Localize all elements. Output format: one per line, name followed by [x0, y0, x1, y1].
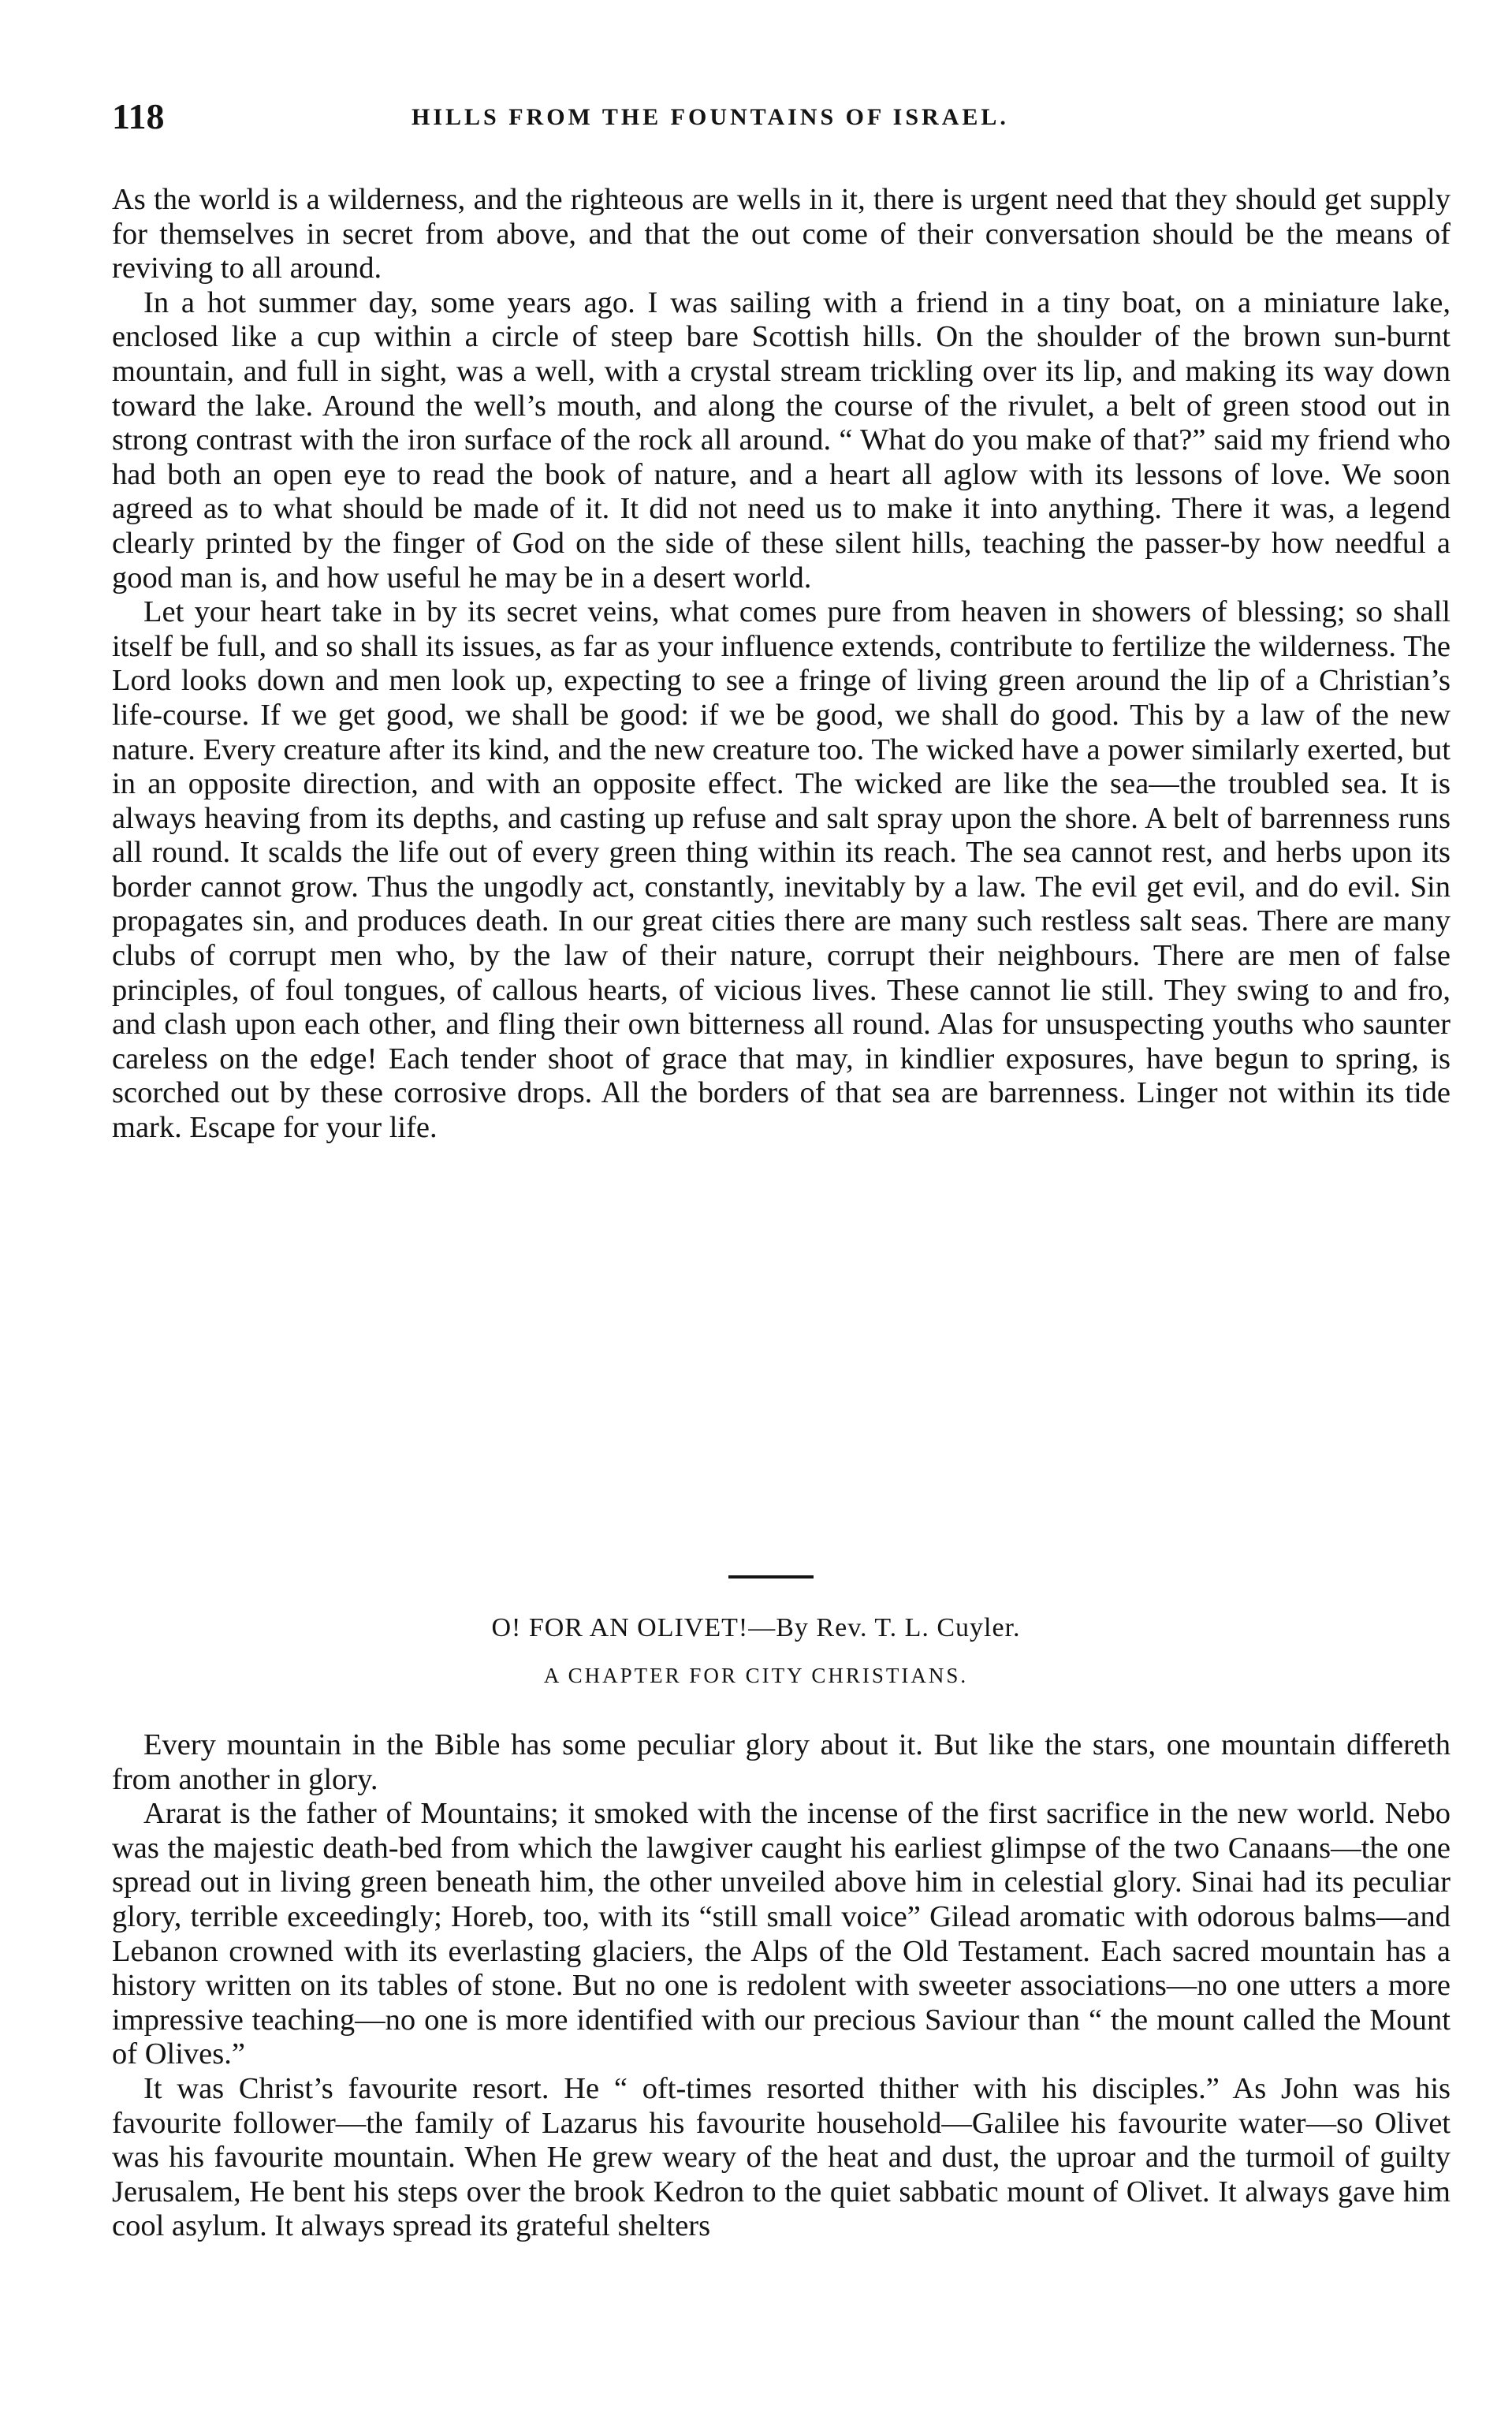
paragraph: It was Christ’s favourite resort. He “ oft-times resorted thither with his disciples.” As John was his favourite follower—the family of Lazarus his favourite household—Galilee his favourite water—so Olivet was his favourite mountain. When He grew weary of the heat and dust, the uproar and the turmoil of guilty Jerusalem, He bent his steps over the brook Kedron to the quiet sabbatic mount of Olivet. It always gave him cool asylum. It always spread its grateful shelters: [112, 2071, 1451, 2243]
paragraph: Let your heart take in by its secret veins, what comes pure from heaven in showers of blessing; so shall itself be full, and so shall its issues, as far as your influence extends, contribute to fertilize the wilderness. The Lord looks down and men look up, expecting to see a fringe of living green around the lip of a Christian’s life-course. If we get good, we shall be good: if we be good, we shall do good. This by a law of the new nature. Every creature after its kind, and the new creature too. The wicked have a power similarly exerted, but in an opposite direction, and with an opposite effect. The wicked are like the sea—the troubled sea. It is always heaving from its depths, and casting up refuse and salt spray upon the shore. A belt of barrenness runs all round. It scalds the life out of every green thing within its reach. The sea cannot rest, and herbs upon its border cannot grow. Thus the ungodly act, constantly, inevitably by a law. The evil get evil, and do evil. Sin propagates sin, and produces death. In our great cities there are many such restless salt seas. There are many clubs of corrupt men who, by the law of their nature, corrupt their neighbours. There are men of false principles, of foul tongues, of callous hearts, of vicious lives. These cannot lie still. They swing to and fro, and clash upon each other, and fling their own bitterness all round. Alas for unsuspecting youths who saunter careless on the edge! Each tender shoot of grace that may, in kindlier exposures, have begun to spring, is scorched out by these corrosive drops. All the borders of that sea are barrenness. Linger not within its tide mark. Escape for your life.: [112, 595, 1451, 1145]
running-title: HILLS FROM THE FOUNTAINS OF ISRAEL.: [412, 104, 1009, 130]
paragraph: Ararat is the father of Mountains; it smoked with the incense of the first sacrifice in the new world. Nebo was the majestic death-bed from which the lawgiver caught his earliest glimpse of the two Canaans—the one spread out in living green beneath him, the other unveiled above him in celestial glory. Sinai had its peculiar glory, terrible exceedingly; Horeb, too, with its “still small voice” Gilead aromatic with odorous balms—and Lebanon crowned with its everlasting glaciers, the Alps of the Old Testament. Each sacred mountain has a history written on its tables of stone. But no one is redolent with sweeter associations—no one utters a more impressive teaching—no one is more identified with our precious Saviour than “ the mount called the Mount of Olives.”: [112, 1797, 1451, 2071]
running-head: [112, 93, 1452, 140]
paragraph: In a hot summer day, some years ago. I was sailing with a friend in a tiny boat, on a miniature lake, enclosed like a cup within a circle of steep bare Scottish hills. On the shoulder of the brown sun-burnt mountain, and full in sight, was a well, with a crystal stream trickling over its lip, and making its way down toward the lake. Around the well’s mouth, and along the course of the rivulet, a belt of green stood out in strong contrast with the iron surface of the rock all around. “ What do you make of that?” said my friend who had both an open eye to read the book of nature, and a heart all aglow with its lessons of love. We soon agreed as to what should be made of it. It did not need us to make it into anything. There it was, a legend clearly printed by the finger of God on the side of these silent hills, teaching the passer-by how needful a good man is, and how useful he may be in a desert world.: [112, 285, 1451, 594]
page-number: 118: [112, 96, 165, 136]
section-divider: [728, 1575, 814, 1578]
paragraph: Every mountain in the Bible has some peculiar glory about it. But like the stars, one mountain differeth from another in glory.: [112, 1728, 1451, 1796]
article-text: [112, 1728, 1451, 2244]
article-title: O! FOR AN OLIVET!—By Rev. T. L. Cuyler.: [491, 1613, 1021, 1642]
paragraph: As the world is a wilderness, and the righteous are wells in it, there is urgent need that they should get supply for themselves in secret from above, and that the out come of their conversation should be the means of reviving to all around.: [112, 183, 1451, 285]
section-text: [112, 183, 1451, 1146]
article-subtitle: A CHAPTER FOR CITY CHRISTIANS.: [543, 1664, 969, 1687]
